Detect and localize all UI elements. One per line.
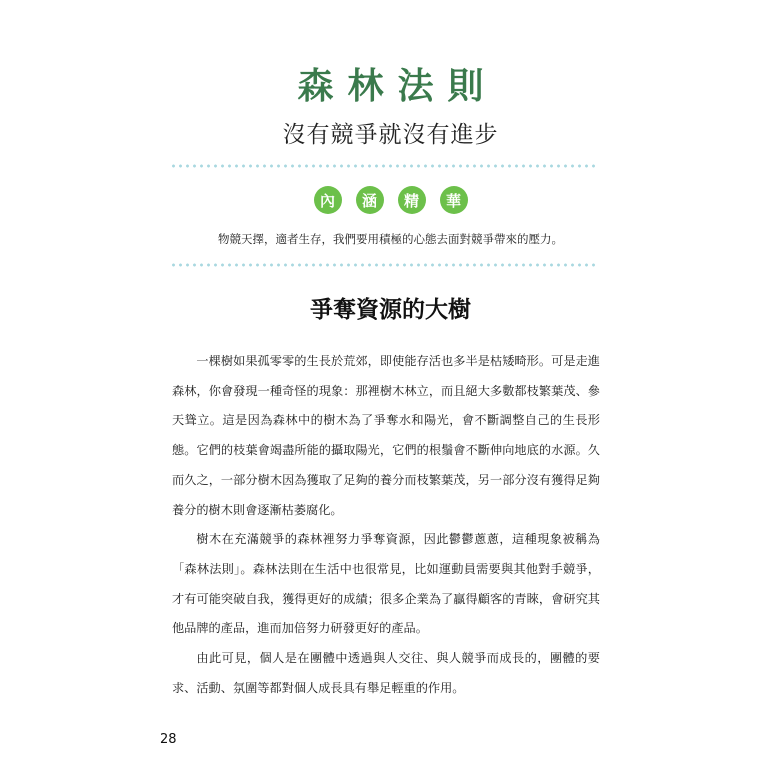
dotted-divider-bottom (170, 263, 595, 267)
section-badges (0, 186, 781, 214)
badge-char: 內 (314, 186, 342, 214)
section-heading: 爭奪資源的大樹 (310, 297, 471, 323)
body-text (172, 347, 600, 703)
page-number: 28 (160, 732, 177, 747)
dotted-divider-top (170, 164, 595, 168)
badge-char: 華 (440, 186, 468, 214)
paragraph: 一棵樹如果孤零零的生長於荒郊，即使能存活也多半是枯矮畸形。可是走進森林，你會發現一種奇怪的現象：那裡樹木林立，而且絕大多數都枝繁葉茂、參天聳立。這是因為森林中的樹木為了爭奪水和陽光，會不斷調整自己的生長形態。它們的枝葉會竭盡所能的攝取陽光，它們的根鬚會不斷伸向地底的水源。久而久之，一部分樹木因為獲取了足夠的養分而枝繁葉茂，另一部分沒有獲得足夠養分的樹木則會逐漸枯萎腐化。 (172, 354, 600, 517)
summary-text: 物競天擇，適者生存，我們要用積極的心態去面對競爭帶來的壓力。 (218, 232, 563, 246)
paragraph: 樹木在充滿競爭的森林裡努力爭奪資源，因此鬱鬱蔥蔥，這種現象被稱為「森林法則」。森林法則在生活中也很常見，比如運動員需要與其他對手競爭，才有可能突破自我，獲得更好的成績；很多企業為了贏得顧客的青睞，會研究其他品牌的產品，進而加倍努力研發更好的產品。 (172, 532, 600, 636)
paragraph: 由此可見，個人是在團體中透過與人交往、與人競爭而成長的，團體的要求、活動、氛圍等都對個人成長具有舉足輕重的作用。 (172, 651, 600, 695)
chapter-subtitle: 沒有競爭就沒有進步 (282, 122, 499, 148)
badge-char: 精 (398, 186, 426, 214)
chapter-title: 森林法則 (297, 66, 498, 107)
badge-char: 涵 (356, 186, 384, 214)
